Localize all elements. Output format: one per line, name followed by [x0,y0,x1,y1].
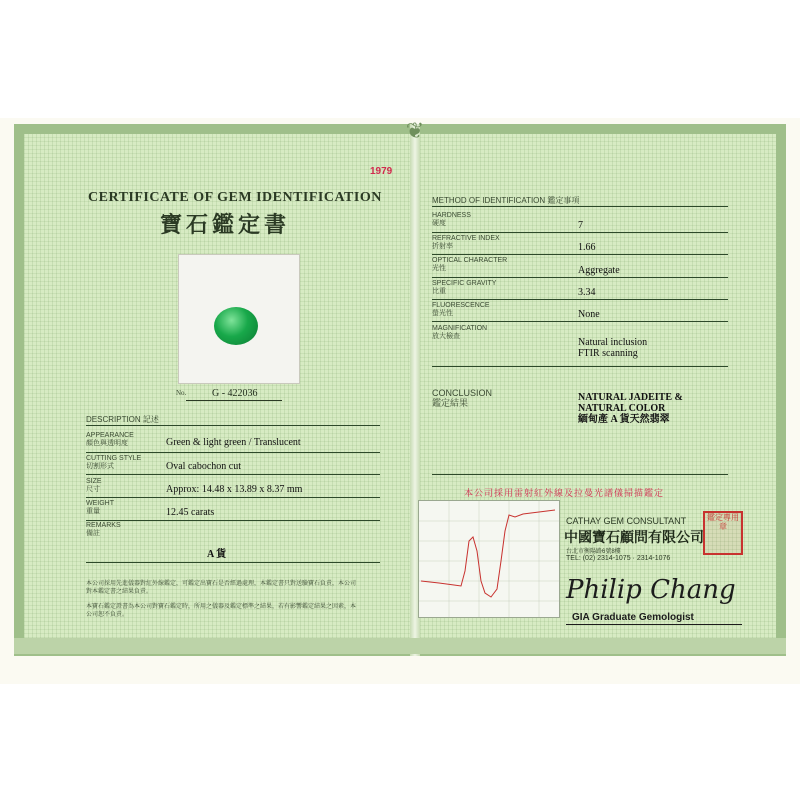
fine-print-2: 本寶石鑑定證書為本公司對寶石鑑定時，所用之儀器及鑑定標準之結果，若有影響鑑定結果之因素，本公司恕不負責。 [86,604,357,618]
certificate-number: G - 422036 [212,388,258,399]
row-rule [432,277,728,278]
refractive-index-label: REFRACTIVE INDEX 折射率 [432,235,500,250]
row-rule [432,254,728,255]
conclusion-value: NATURAL JADEITE & NATURAL COLOR 緬甸產 A 貨天然翡翠 [578,392,683,425]
company-name-en: CATHAY GEM CONSULTANT [566,516,687,526]
fine-print-1: 本公司採用先進儀器對紅外線鑑定，可鑑定出寶石是否經過處理，本鑑定書只對送驗寶石負責，本公司對本鑑定書之結果負責。 [86,581,357,595]
description-rule [86,425,380,426]
appearance-label: APPEARANCE 顏色與透明度 [86,432,134,447]
specific-gravity-value: 3.34 [578,287,596,298]
cutting-style-value: Oval cabochon cut [166,461,241,472]
row-rule [432,321,728,322]
refractive-index-value: 1.66 [578,242,596,253]
jade-gem-image [214,307,258,345]
method-rule [432,206,728,207]
optical-character-value: Aggregate [578,265,620,276]
signature-line [566,624,742,625]
certificate-title-en: CERTIFICATE OF GEM IDENTIFICATION [88,190,382,205]
company-name-zh: 中國寶石顧問有限公司 [564,531,704,546]
spectrum-plot [419,501,559,617]
crest-ornament-icon: ❦ [405,118,425,143]
ftir-spectrum-chart [418,500,560,618]
row-rule [86,452,380,453]
remarks-label: REMARKS 備註 [86,522,121,537]
gemologist-title: GIA Graduate Gemologist [572,612,694,623]
company-phone: TEL: (02) 2314-1075 · 2314-1076 [566,555,671,562]
size-value: Approx: 14.48 x 13.89 x 8.37 mm [166,484,303,495]
hardness-value: 7 [578,220,583,231]
gem-photo [178,254,300,384]
fluorescence-label: FLUORESCENCE 螢光性 [432,302,490,317]
bottom-border-strip [14,638,786,654]
magnification-value: Natural inclusion FTIR scanning [578,337,648,359]
magnification-label: MAGNIFICATION 放大檢查 [432,325,488,340]
row-rule [86,520,380,521]
hardness-label: HARDNESS 硬度 [432,212,471,227]
conclusion-label: CONCLUSION 鑑定結果 [432,388,493,408]
company-address: 台北市衡陽路6號8樓 [566,549,621,555]
number-underline [186,400,282,401]
laser-scan-note: 本公司採用雷射紅外線及拉曼光譜儀掃描鑑定 [464,488,665,498]
gemologist-signature: Philip Chang [566,575,736,605]
optical-character-label: OPTICAL CHARACTER 光性 [432,257,508,272]
weight-label: WEIGHT 重量 [86,500,114,515]
description-header: DESCRIPTION 記述 [86,415,159,424]
appearance-value: Green & light green / Translucent [166,437,301,448]
spectrum-trace [421,510,555,597]
specific-gravity-label: SPECIFIC GRAVITY 比重 [432,280,497,295]
certificate-number-label: No. [176,389,187,397]
company-stamp: 鑑定專用章 [703,511,743,555]
method-header: METHOD OF IDENTIFICATION 鑑定事項 [432,196,580,205]
row-rule [86,562,380,563]
row-rule [86,497,380,498]
fluorescence-value: None [578,309,600,320]
row-rule [86,474,380,475]
cutting-style-label: CUTTING STYLE 切割形式 [86,455,142,470]
certificate-title-zh: 寶石鑑定書 [160,212,291,237]
seal-mark: 1979 [370,166,393,177]
row-rule [432,366,728,367]
row-rule [432,232,728,233]
row-rule [432,299,728,300]
conclusion-rule [432,474,728,475]
weight-value: 12.45 carats [166,507,215,518]
remarks-value: A 貨 [207,549,227,560]
size-label: SIZE 尺寸 [86,478,102,493]
